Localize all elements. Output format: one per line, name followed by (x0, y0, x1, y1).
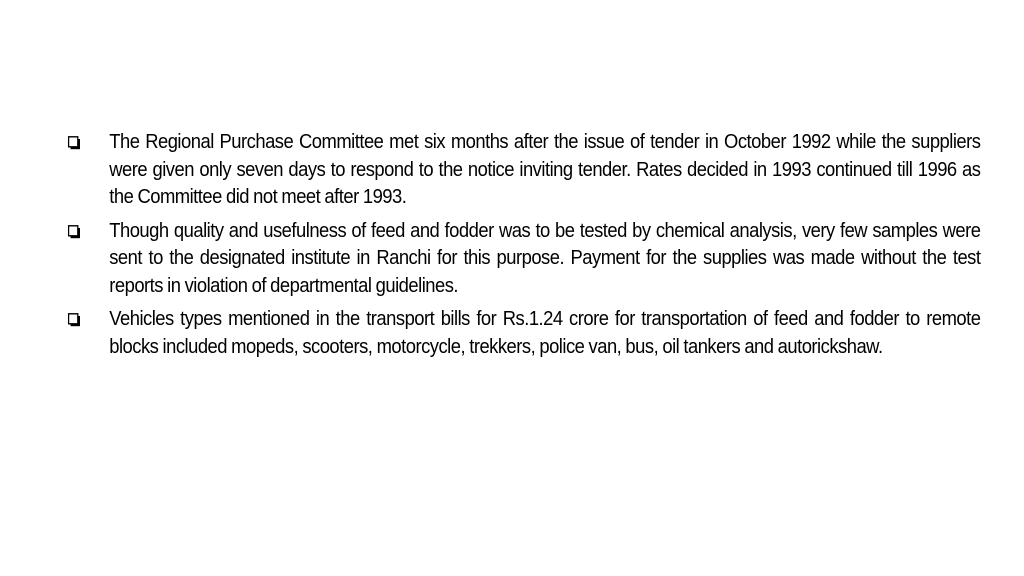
checkbox-bullet-icon (68, 136, 81, 150)
bullet-list (66, 129, 981, 367)
bullet-item (66, 306, 980, 361)
bullet-item (66, 218, 980, 301)
checkbox-bullet-icon (68, 225, 81, 239)
bullet-item (66, 129, 980, 212)
bullet-text: Vehicles types mentioned in the transport bills for Rs.1.24 crore for transportation of feed and fodder to remote blocks included mopeds, scooters, motorcycle, trekkers, police van, bus, oil tankers and autorickshaw. (109, 308, 981, 358)
checkbox-bullet-icon (68, 313, 81, 327)
bullet-text: The Regional Purchase Committee met six months after the issue of tender in October 1992 while the suppliers were given only seven days to respond to the notice inviting tender. Rates decided in 1993 continued till 1996 as the Committee did not meet after 1993. (109, 131, 981, 208)
bullet-text: Though quality and usefulness of feed and fodder was to be tested by chemical analysis, very few samples were sent to the designated institute in Ranchi for this purpose. Payment for the supplies was made without the test reports in violation of departmental guidelines. (109, 219, 981, 297)
